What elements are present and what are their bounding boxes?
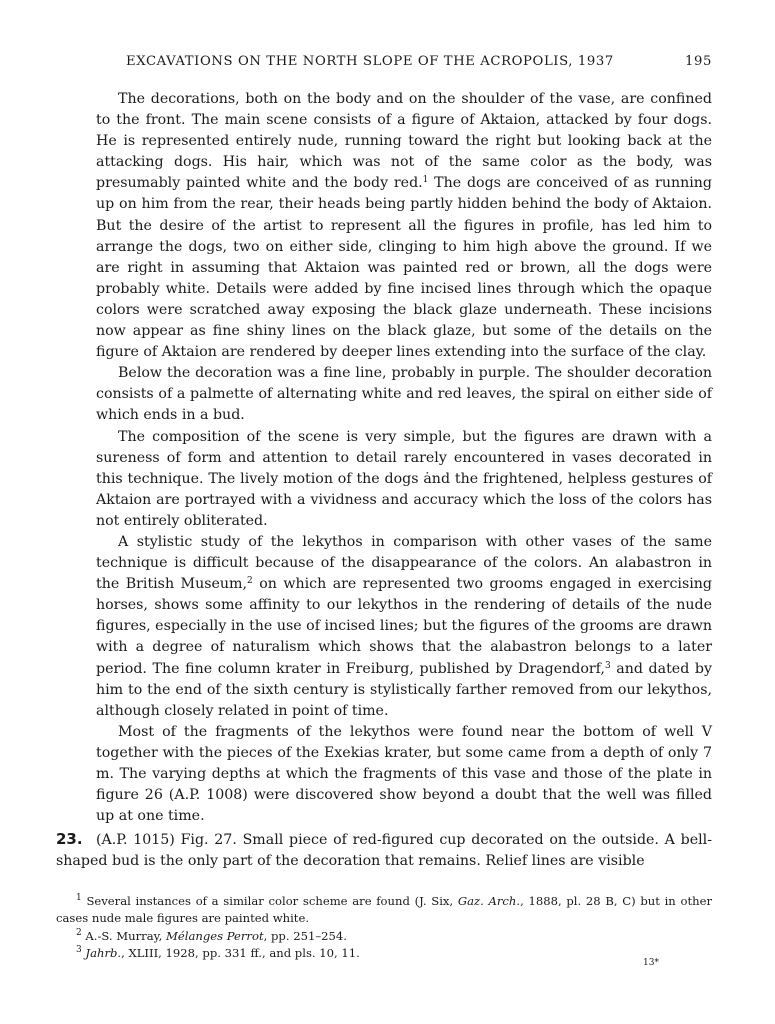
footnote-title: Jahrb. bbox=[85, 946, 122, 961]
footnote-mark: 2 bbox=[76, 927, 82, 938]
footnote-text: Several instances of a similar color scheme are found (J. Six, bbox=[81, 894, 458, 908]
footnote-text: , XLIII, 1928, pp. 331 ff., and pls. 10, 11. bbox=[121, 946, 360, 961]
footnote-mark: 1 bbox=[76, 893, 82, 903]
paragraph: The composition of the scene is very simple, but the figures are drawn with a sureness of form and attention to detail rarely encountered in vases decorated in this technique. The lively motion of the dogs ȧnd the frightened, helpless gestures of Aktaion are portrayed with a vividness and accuracy which the loss of the colors has not entirely obliterated. bbox=[96, 428, 712, 529]
footnote-title: Gaz. Arch. bbox=[457, 894, 521, 908]
footnote-text: , 1888, pl. 28 B, C) but in other cases nude male figures are painted white. bbox=[56, 894, 712, 926]
footnote-title: Mélanges Perrot bbox=[166, 928, 264, 943]
footnote bbox=[56, 928, 712, 945]
footnote-text: A.-S. Murray, bbox=[81, 928, 167, 943]
footnote-ref[interactable]: 1 bbox=[422, 175, 429, 186]
paragraph: Below the decoration was a fine line, probably in purple. The shoulder decoration consists of a palmette of alternating white and red leaves, the spiral on either side of which ends in a bud. bbox=[96, 365, 712, 424]
footnote bbox=[56, 893, 712, 928]
footnote bbox=[56, 945, 712, 962]
paragraph bbox=[96, 89, 712, 363]
entry-text: (A.P. 1015) Fig. 27. Small piece of red-figured cup decorated on the outside. A bell-shaped bud is the only part of the decoration that remains. Relief lines are visible bbox=[56, 832, 712, 870]
paragraph-text: and dated by him to the end of the sixth century is stylistically farther removed from our lekythos, although closely related in point of time. bbox=[96, 660, 712, 719]
entry-number: 23. bbox=[56, 830, 83, 848]
paragraph-text: on which are represented two grooms engaged in exercising horses, shows some affinity to our lekythos in the rendering of details of the nude figures, especially in the use of incised lines; but the figures of the grooms are drawn with a degree of naturalism which shows that the alabastron belongs to a later period. The fine column krater in Freiburg, published by Dragendorf, bbox=[96, 576, 712, 677]
body-text bbox=[96, 89, 712, 827]
footnote-ref[interactable]: 3 bbox=[604, 660, 611, 671]
paragraph-text: A stylistic study of the lekythos in comparison with other vases of the same technique is difficult because of the disappearance of the colors. An alabastron in the British Museum, bbox=[96, 533, 712, 593]
running-title: EXCAVATIONS ON THE NORTH SLOPE OF THE ACROPOLIS, 1937 bbox=[126, 54, 614, 69]
paragraph-text: The dogs are conceived of as running up on him from the rear, their heads being partly hidden behind the body of Aktaion. But the desire of the artist to represent all the figures in profile, has led him to arrange the dogs, two on either side, clinging to him high above the ground. If we are right in assuming that Aktaion was painted red or brown, all the dogs were probably white. Details were added by fine incised lines through which the opaque colors were scratched away exposing the black glaze underneath. These incisions now appear as fine shiny lines on the black glaze, but some of the details on the figure of Aktaion are rendered by deeper lines extending into the surface of the clay. bbox=[96, 175, 712, 361]
paragraph: Most of the fragments of the lekythos were found near the bottom of well V together with the pieces of the Exekias krater, but some came from a depth of only 7 m. The varying depths at which the fragments of this vase and those of the plate in figure 26 (A.P. 1008) were discovered show beyond a doubt that the well was filled up at one time. bbox=[96, 723, 712, 825]
catalog-entry bbox=[56, 829, 712, 872]
footnotes bbox=[56, 893, 712, 963]
paragraph bbox=[96, 532, 712, 722]
footnote-ref[interactable]: 2 bbox=[247, 576, 253, 587]
paragraph-text: The decorations, both on the body and on the shoulder of the vase, are confined to the front. The main scene consists of a figure of Aktaion, attacked by four dogs. He is represented entirely nude, running toward the right but looking back at the attacking dogs. His hair, which was not of the same color as the body, was presumably painted white and the body red. bbox=[96, 91, 712, 192]
footnote-text: , pp. 251–254. bbox=[263, 928, 347, 943]
page-number: 195 bbox=[685, 54, 712, 69]
footnote-mark: 3 bbox=[76, 945, 82, 956]
signature-mark: 13* bbox=[643, 958, 659, 968]
